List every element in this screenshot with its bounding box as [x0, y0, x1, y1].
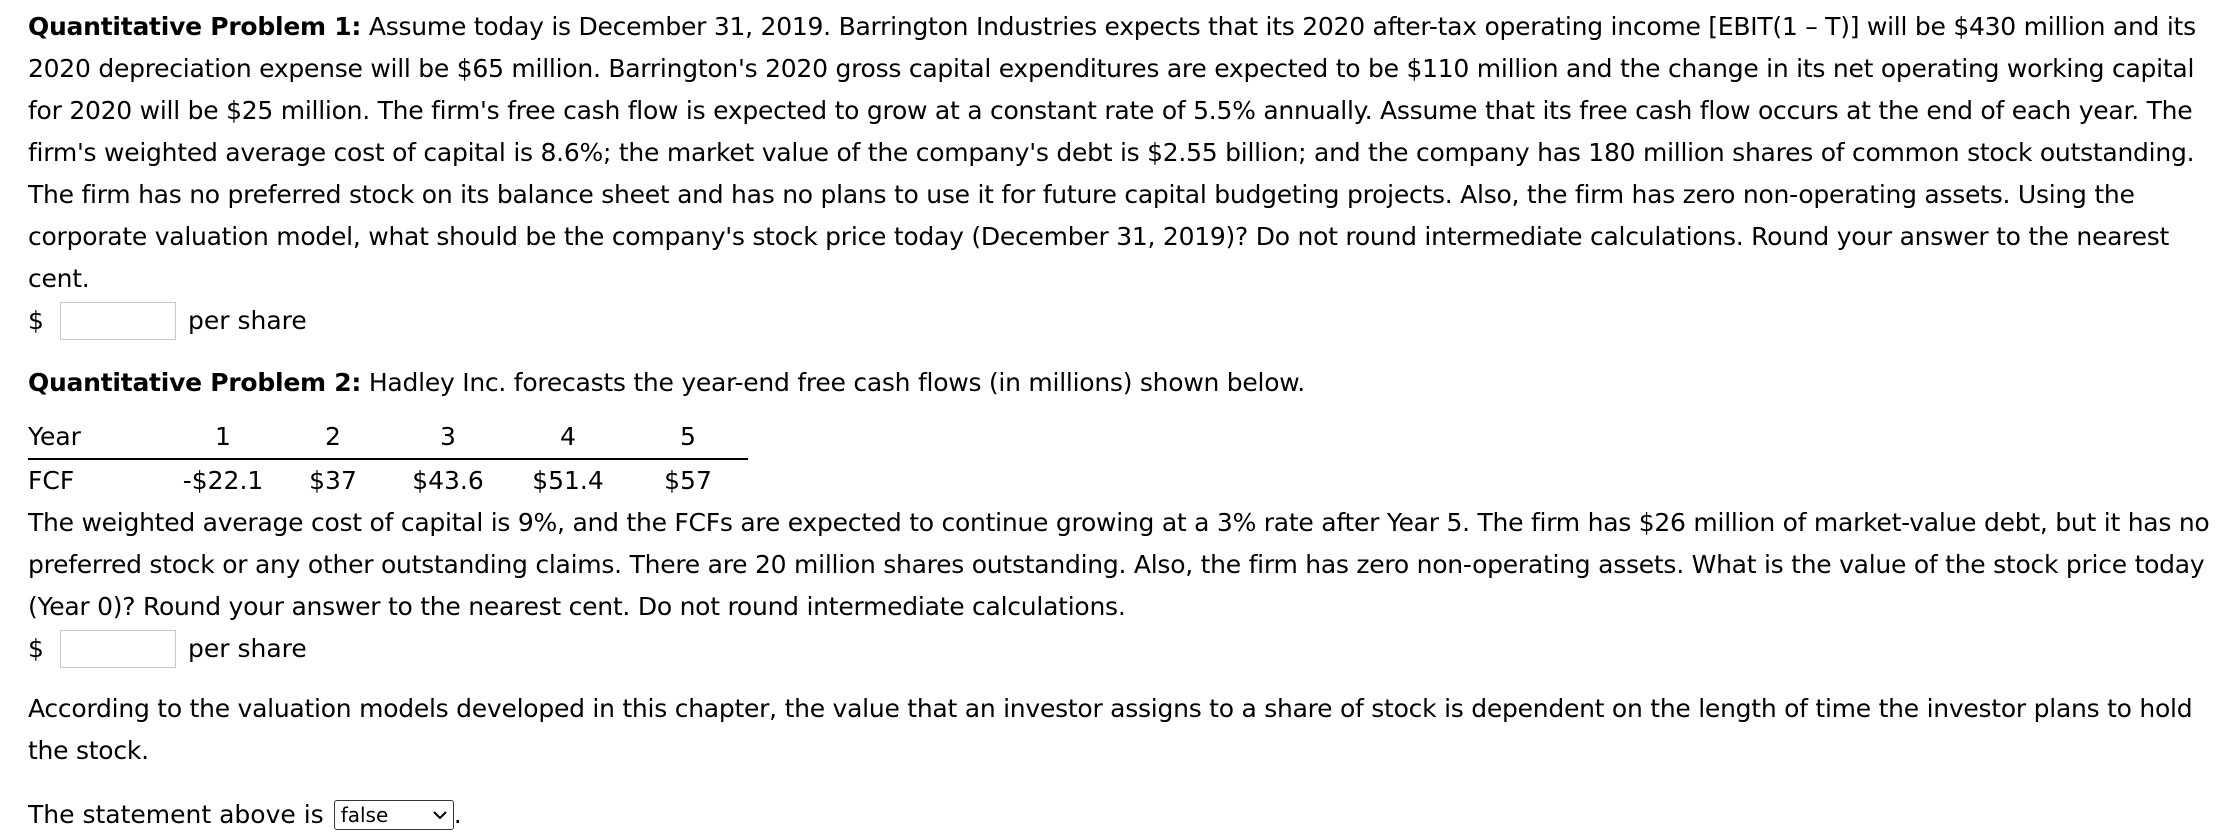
problem2-currency-symbol: $ — [28, 634, 44, 663]
fcf-table-header-row — [28, 416, 748, 459]
problem1-unit-label: per share — [188, 306, 307, 335]
chevron-down-icon — [431, 806, 449, 824]
problem2-intro: Hadley Inc. forecasts the year-end free cash flows (in millions) shown below. — [361, 368, 1305, 397]
problem1-currency-symbol: $ — [28, 306, 44, 335]
problem2-answer-input[interactable] — [60, 630, 176, 668]
fcf-table-row — [28, 459, 748, 502]
problem2-answer-row — [28, 628, 2212, 670]
true-false-select[interactable] — [334, 800, 454, 830]
statement-answer-row — [28, 794, 2212, 836]
problem2-heading: Quantitative Problem 2: — [28, 368, 362, 397]
fcf-table-cell: -$22.1 — [182, 466, 264, 495]
fcf-table-cell: $51.4 — [532, 466, 604, 495]
fcf-table-header-cell: Year — [28, 416, 168, 459]
statement-period: . — [453, 800, 462, 829]
problem1-paragraph — [28, 6, 2212, 300]
problem2-paragraph: The weighted average cost of capital is 9%, and the FCFs are expected to continue growing at a 3% rate after Year 5. The firm has $26 million of market-value debt, but it has no preferred stock or any other outstanding claims. There are 20 million shares outstanding. Also, the firm has zero non-operating assets. What is the value of the stock price today (Year 0)? Round your answer to the nearest cent. Do not round intermediate calculations. — [28, 508, 2210, 621]
fcf-table-cell: $57 — [664, 466, 712, 495]
problem2-intro-paragraph — [28, 362, 2212, 404]
problem2-unit-label: per share — [188, 634, 307, 663]
fcf-table-cell: $37 — [309, 466, 357, 495]
problem1-text: Assume today is December 31, 2019. Barrington Industries expects that its 2020 after-tax operating income [EBIT(1 – T)] will be $430 million and its 2020 depreciation expense will be $65 million. Barrington's 2020 gross capital expenditures are expected to be $110 million and the change in its net operating working capital for 2020 will be $25 million. The firm's free cash flow is expected to grow at a constant rate of 5.5% annually. Assume that its free cash flow occurs at the end of each year. The firm's weighted average cost of capital is 8.6%; the market value of the company's debt is $2.55 billion; and the company has 180 million shares of common stock outstanding. The firm has no preferred stock on its balance sheet and has no plans to use it for future capital budgeting projects. Also, the firm has zero non-operating assets. Using the corporate valuation model, what should be the company's stock price today (December 31, 2019)? Do not round intermediate calculations. Round your answer to the nearest cent. — [28, 12, 2196, 293]
problem1-answer-row — [28, 300, 2212, 342]
fcf-table-cell: FCF — [28, 466, 75, 495]
problem1-heading: Quantitative Problem 1: — [28, 12, 362, 41]
fcf-table — [28, 416, 748, 502]
fcf-table-header-cell: 3 — [388, 416, 508, 459]
statement-prompt: The statement above is — [28, 800, 324, 829]
fcf-table-cell: $43.6 — [412, 466, 484, 495]
fcf-table-header-cell: 5 — [628, 416, 748, 459]
problem1-answer-input[interactable] — [60, 302, 176, 340]
fcf-table-header-cell: 2 — [278, 416, 388, 459]
statement-paragraph: According to the valuation models developed in this chapter, the value that an investor assigns to a share of stock is dependent on the length of time the investor plans to hold the stock. — [28, 694, 2193, 765]
fcf-table-header-cell: 1 — [168, 416, 278, 459]
fcf-table-header-cell: 4 — [508, 416, 628, 459]
true-false-selected-value: false — [340, 803, 389, 827]
